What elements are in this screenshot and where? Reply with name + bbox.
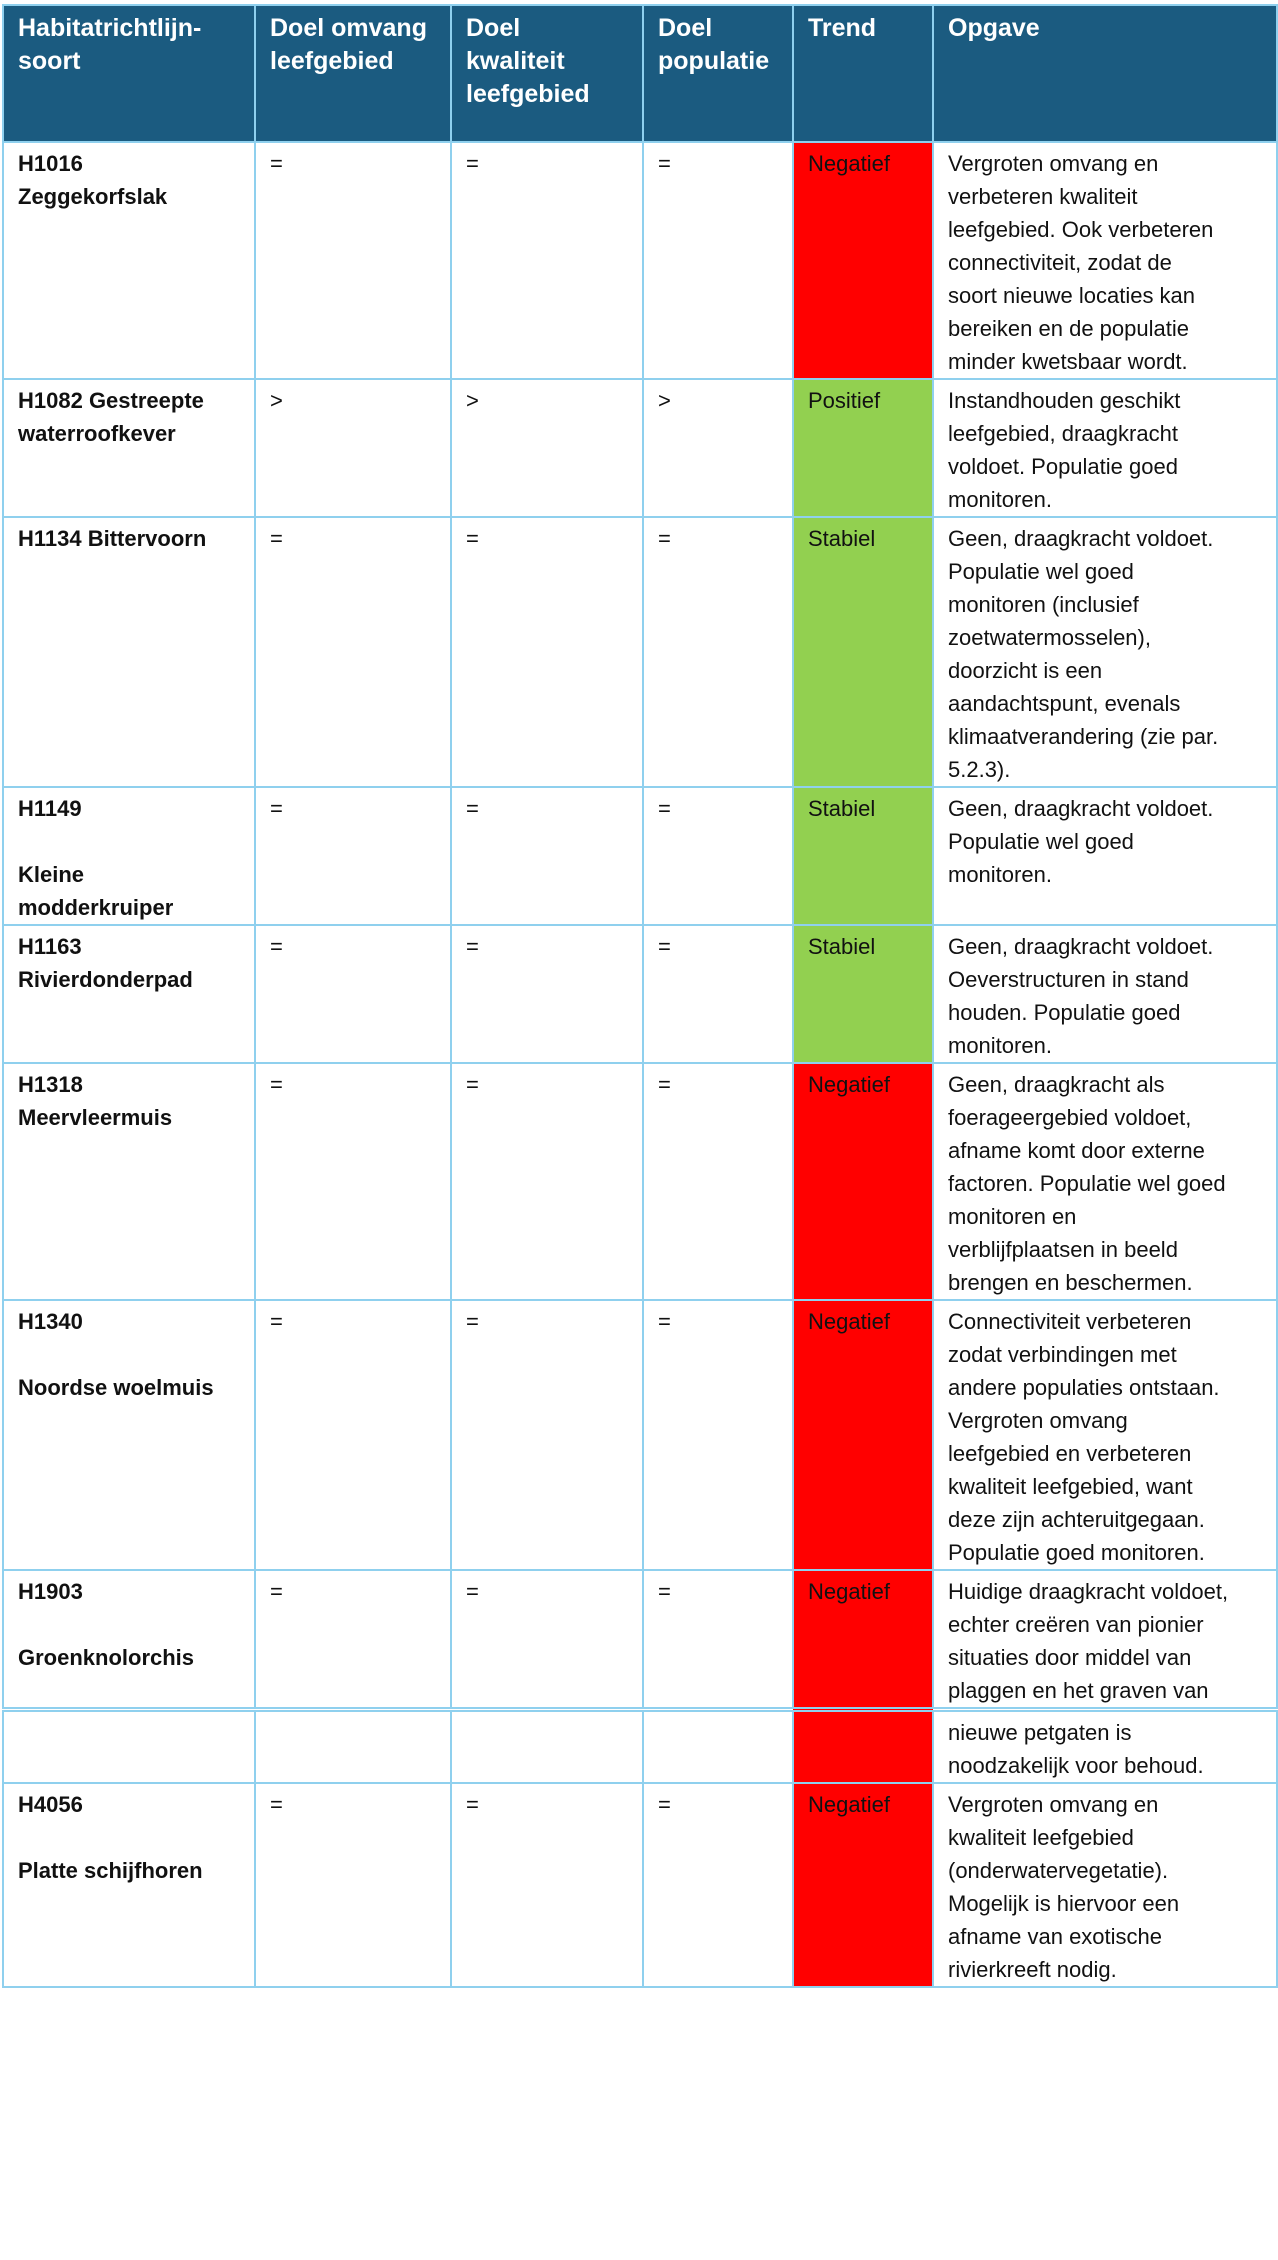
opgave-cell	[933, 142, 1277, 379]
trend-cell: Positief	[793, 379, 933, 517]
opgave-text-line: Geen, draagkracht voldoet.	[948, 934, 1214, 959]
spacer-line	[18, 1821, 244, 1854]
opgave-text-line: leefgebied en verbeteren	[948, 1441, 1192, 1466]
opgave-cell	[933, 925, 1277, 1063]
doel-populatie-cell	[643, 1710, 793, 1784]
doel-populatie-cell: =	[643, 925, 793, 1063]
table-row	[3, 1570, 1277, 1710]
trend-cell: Stabiel	[793, 925, 933, 1063]
species-name-line: H1149	[18, 796, 82, 821]
opgave-text-line: Populatie wel goed	[948, 559, 1134, 584]
opgave-text-line: Populatie wel goed	[948, 829, 1134, 854]
opgave-cell	[933, 1710, 1277, 1784]
opgave-text-line: Oeverstructuren in stand	[948, 967, 1189, 992]
table-row	[3, 1300, 1277, 1570]
doel-populatie-cell: =	[643, 787, 793, 925]
opgave-text-line: factoren. Populatie wel goed	[948, 1171, 1226, 1196]
table-row	[3, 379, 1277, 517]
opgave-cell	[933, 787, 1277, 925]
header-text-line: leefgebied	[270, 47, 394, 75]
opgave-text-line: deze zijn achteruitgegaan.	[948, 1507, 1205, 1532]
species-cell	[3, 142, 255, 379]
header-text-line: Doel	[658, 14, 713, 42]
opgave-text-line: Instandhouden geschikt	[948, 388, 1181, 413]
doel-kwaliteit-cell	[451, 1710, 643, 1784]
opgave-text-line: houden. Populatie goed	[948, 1000, 1181, 1025]
species-name-line: H1134 Bittervoorn	[18, 526, 207, 551]
opgave-text-line: Vergroten omvang en	[948, 151, 1159, 176]
opgave-text-line: monitoren (inclusief	[948, 592, 1139, 617]
species-cell	[3, 379, 255, 517]
trend-cell	[793, 1710, 933, 1784]
opgave-cell	[933, 1300, 1277, 1570]
doel-kwaliteit-cell: =	[451, 142, 643, 379]
opgave-text-line: situaties door middel van	[948, 1645, 1192, 1670]
opgave-text-line: voldoet. Populatie goed	[948, 454, 1178, 479]
opgave-text-line: monitoren.	[948, 1033, 1052, 1058]
opgave-text-line: Populatie goed monitoren.	[948, 1540, 1205, 1565]
header-text-line: Trend	[808, 14, 877, 42]
header-text-line: Habitatrichtlijn-	[18, 14, 202, 42]
header-row	[3, 5, 1277, 142]
opgave-text-line: Geen, draagkracht voldoet.	[948, 796, 1214, 821]
species-name-line: Zeggekorfslak	[18, 184, 168, 209]
opgave-text-line: Connectiviteit verbeteren	[948, 1309, 1192, 1334]
table-row	[3, 787, 1277, 925]
species-name-line: Noordse woelmuis	[18, 1375, 214, 1400]
species-name-line: H4056	[18, 1792, 83, 1817]
opgave-text-line: afname van exotische	[948, 1924, 1163, 1949]
opgave-cell	[933, 1783, 1277, 1987]
trend-cell: Negatief	[793, 142, 933, 379]
opgave-text-line: Geen, draagkracht als	[948, 1072, 1165, 1097]
table-row	[3, 1783, 1277, 1987]
species-cell	[3, 517, 255, 787]
species-cell	[3, 1710, 255, 1784]
species-name-line: H1163	[18, 934, 82, 959]
doel-kwaliteit-cell: =	[451, 1570, 643, 1710]
opgave-text-line: monitoren.	[948, 487, 1052, 512]
table-row	[3, 925, 1277, 1063]
opgave-text-line: echter creëren van pionier	[948, 1612, 1204, 1637]
species-cell	[3, 1783, 255, 1987]
header-opgave	[933, 5, 1277, 142]
opgave-text-line: Mogelijk is hiervoor een	[948, 1891, 1180, 1916]
header-text-line: kwaliteit	[466, 47, 565, 75]
header-doel-omvang	[255, 5, 451, 142]
opgave-text-line: afname komt door externe	[948, 1138, 1205, 1163]
trend-cell: Stabiel	[793, 517, 933, 787]
doel-omvang-cell: =	[255, 787, 451, 925]
doel-omvang-cell: =	[255, 925, 451, 1063]
header-doel-kwaliteit	[451, 5, 643, 142]
trend-cell: Negatief	[793, 1570, 933, 1710]
species-name-line: H1318	[18, 1072, 83, 1097]
table-row	[3, 1710, 1277, 1784]
opgave-text-line: plaggen en het graven van	[948, 1678, 1209, 1703]
doel-populatie-cell: =	[643, 1063, 793, 1300]
species-name-line: Rivierdonderpad	[18, 967, 193, 992]
species-table	[2, 4, 1278, 1988]
spacer-line	[18, 1608, 244, 1641]
doel-populatie-cell: =	[643, 142, 793, 379]
species-name-line: Kleine	[18, 862, 85, 887]
opgave-text-line: monitoren.	[948, 862, 1052, 887]
species-name-line: H1903	[18, 1579, 83, 1604]
opgave-text-line: nieuwe petgaten is	[948, 1720, 1132, 1745]
opgave-text-line: noodzakelijk voor behoud.	[948, 1753, 1204, 1778]
doel-kwaliteit-cell: =	[451, 517, 643, 787]
doel-omvang-cell: =	[255, 1783, 451, 1987]
doel-omvang-cell: >	[255, 379, 451, 517]
opgave-text-line: rivierkreeft nodig.	[948, 1957, 1117, 1982]
species-name-line: Platte schijfhoren	[18, 1858, 203, 1883]
species-cell	[3, 925, 255, 1063]
opgave-text-line: verbeteren kwaliteit	[948, 184, 1138, 209]
header-text-line: populatie	[658, 47, 770, 75]
opgave-text-line: zodat verbindingen met	[948, 1342, 1177, 1367]
doel-kwaliteit-cell: =	[451, 787, 643, 925]
spacer-line	[18, 825, 244, 858]
opgave-text-line: monitoren en	[948, 1204, 1077, 1229]
trend-cell: Negatief	[793, 1300, 933, 1570]
table-row	[3, 1063, 1277, 1300]
opgave-cell	[933, 379, 1277, 517]
opgave-text-line: Huidige draagkracht voldoet,	[948, 1579, 1229, 1604]
doel-omvang-cell: =	[255, 1063, 451, 1300]
header-text-line: soort	[18, 47, 81, 75]
header-text-line: Doel omvang	[270, 14, 427, 42]
opgave-text-line: foerageergebied voldoet,	[948, 1105, 1192, 1130]
doel-kwaliteit-cell: >	[451, 379, 643, 517]
trend-cell: Negatief	[793, 1063, 933, 1300]
header-text-line: Doel	[466, 14, 521, 42]
doel-omvang-cell: =	[255, 1570, 451, 1710]
opgave-text-line: bereiken en de populatie	[948, 316, 1189, 341]
opgave-text-line: (onderwatervegetatie).	[948, 1858, 1169, 1883]
species-name-line: H1082 Gestreepte	[18, 388, 204, 413]
opgave-text-line: kwaliteit leefgebied	[948, 1825, 1134, 1850]
header-text-line: leefgebied	[466, 80, 590, 108]
species-cell	[3, 1300, 255, 1570]
species-name-line: Meervleermuis	[18, 1105, 173, 1130]
spacer-line	[18, 1338, 244, 1371]
doel-kwaliteit-cell: =	[451, 925, 643, 1063]
opgave-cell	[933, 517, 1277, 787]
opgave-text-line: connectiviteit, zodat de	[948, 250, 1172, 275]
doel-kwaliteit-cell: =	[451, 1783, 643, 1987]
doel-omvang-cell: =	[255, 1300, 451, 1570]
table-row	[3, 517, 1277, 787]
doel-omvang-cell: =	[255, 517, 451, 787]
opgave-text-line: klimaatverandering (zie par.	[948, 724, 1219, 749]
species-cell	[3, 1570, 255, 1710]
species-cell	[3, 1063, 255, 1300]
opgave-text-line: Vergroten omvang en	[948, 1792, 1159, 1817]
table-row	[3, 142, 1277, 379]
header-species	[3, 5, 255, 142]
species-name-line: H1016	[18, 151, 83, 176]
header-doel-populatie	[643, 5, 793, 142]
opgave-text-line: minder kwetsbaar wordt.	[948, 349, 1188, 374]
opgave-text-line: Vergroten omvang	[948, 1408, 1128, 1433]
doel-kwaliteit-cell: =	[451, 1300, 643, 1570]
doel-omvang-cell	[255, 1710, 451, 1784]
species-name-line: waterroofkever	[18, 421, 176, 446]
header-text-line: Opgave	[948, 14, 1040, 42]
opgave-text-line: verblijfplaatsen in beeld	[948, 1237, 1178, 1262]
doel-populatie-cell: =	[643, 1300, 793, 1570]
species-name-line: Groenknolorchis	[18, 1645, 195, 1670]
doel-omvang-cell: =	[255, 142, 451, 379]
doel-populatie-cell: =	[643, 1783, 793, 1987]
opgave-text-line: kwaliteit leefgebied, want	[948, 1474, 1193, 1499]
opgave-text-line: leefgebied. Ook verbeteren	[948, 217, 1214, 242]
doel-populatie-cell: =	[643, 517, 793, 787]
opgave-text-line: brengen en beschermen.	[948, 1270, 1193, 1295]
opgave-cell	[933, 1570, 1277, 1710]
species-name-line: H1340	[18, 1309, 83, 1334]
opgave-text-line: zoetwatermosselen),	[948, 625, 1151, 650]
opgave-text-line: soort nieuwe locaties kan	[948, 283, 1196, 308]
species-cell	[3, 787, 255, 925]
doel-populatie-cell: >	[643, 379, 793, 517]
opgave-text-line: Geen, draagkracht voldoet.	[948, 526, 1214, 551]
doel-kwaliteit-cell: =	[451, 1063, 643, 1300]
opgave-cell	[933, 1063, 1277, 1300]
opgave-text-line: andere populaties ontstaan.	[948, 1375, 1220, 1400]
opgave-text-line: 5.2.3).	[948, 757, 1011, 782]
doel-populatie-cell: =	[643, 1570, 793, 1710]
opgave-text-line: doorzicht is een	[948, 658, 1103, 683]
species-name-line: modderkruiper	[18, 895, 174, 920]
trend-cell: Stabiel	[793, 787, 933, 925]
opgave-text-line: leefgebied, draagkracht	[948, 421, 1178, 446]
header-trend	[793, 5, 933, 142]
opgave-text-line: aandachtspunt, evenals	[948, 691, 1181, 716]
trend-cell: Negatief	[793, 1783, 933, 1987]
